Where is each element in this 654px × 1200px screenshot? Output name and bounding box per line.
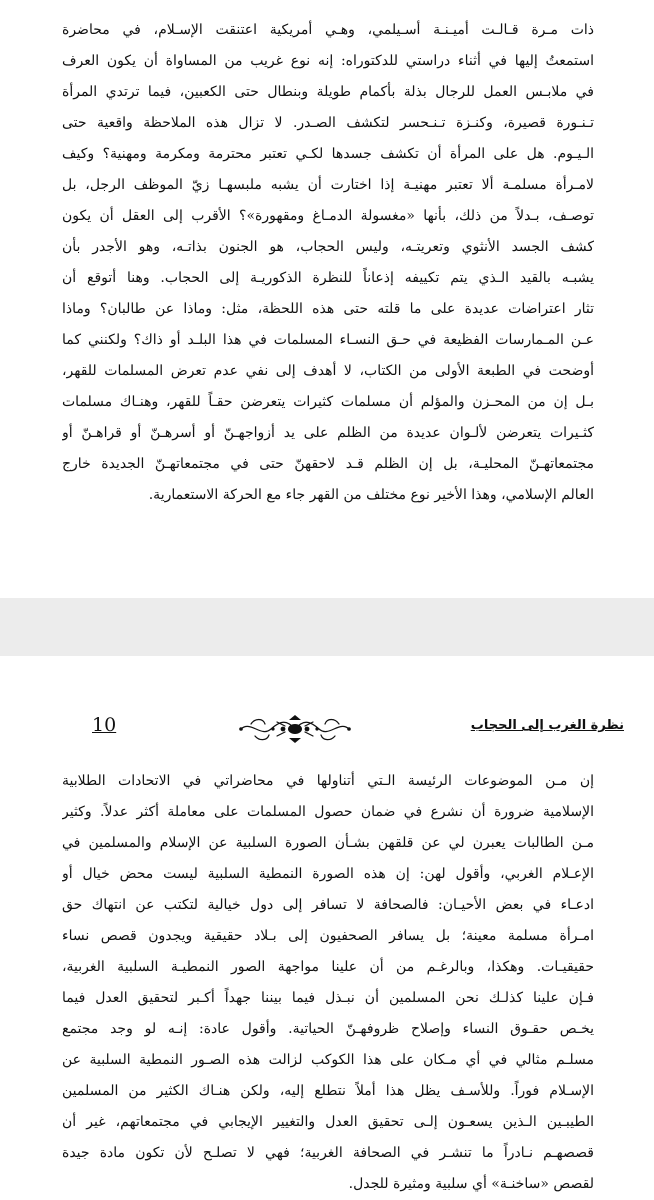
upper-line: لامـرأة مسلمـة ألا تعتبر مهنيـة إذا اختارت أن يشبه ملبسهـا زيّ الموظف الرجل، بل (62, 177, 594, 193)
lower-line: ادعـاء في بعض الأحيـان: فالصحافة لا تسافر إلى دول خيالية لتكتب عن انتهاك حق (62, 897, 594, 913)
upper-line: استمعتُ إليها في أثناء دراستي للدكتوراه: إنه نوع غريب من المساواة أن يكون العرف (62, 53, 594, 69)
running-header (92, 714, 624, 746)
upper-line: تثار اعتراضات عديدة على ما قلته حتى هذه اللحظة، مثل: وماذا عن طالبان؟ وماذا (62, 301, 594, 317)
upper-line: ذات مـرة قـالـت أميـنـة أسـيلمي، وهـي أمريكية اعتنقت الإسـلام، في محاضرة (62, 22, 594, 38)
lower-line: مـن الطالبات يعبرن لي عن قلقهن بشـأن الصورة السلبية عن الإسلام والمسلمين في (62, 835, 594, 851)
lower-line: قصصهـم نـادراً ما تنشـر في الصحافة الغربية؛ فهي لا تصلـح لأن تكون مادة جيدة (62, 1145, 594, 1161)
lower-line: فـإن علينا كذلـك نحن المسلمين أن نبـذل فيما بيننا جهداً أكـبر لتحقيق العدل فيما (62, 990, 594, 1006)
upper-line: في ملابـس العمل للرجال بذلة بأكمام طويلة وبنطال حتى الكعبين، فيما ترتدي المرأة (62, 84, 594, 100)
upper-page-body (62, 15, 594, 511)
upper-line-last: العالم الإسلامي، وهذا الأخير نوع مختلف من القهر جاء مع الحركة الاستعمارية. (148, 487, 594, 503)
lower-line-last: لقصص «ساخنـة» أي سلبية ومثيرة للجدل. (348, 1176, 594, 1192)
page-separator (0, 598, 654, 656)
lower-page (0, 656, 654, 1200)
lower-line: الإعـلام الغربي، وأقول لهن: إن هذه الصورة النمطية السلبية ليست محض خيال أو (62, 866, 594, 882)
lower-line: امـرأة مسلمة معينة؛ بل يسافر الصحفيون إلى بـلاد حقيقية ويجدون قصص نساء (62, 928, 594, 944)
upper-line: كشف الجسد الأنثوي وتعريتـه، وليس الحجاب، هو الجنون بذاتـه، وهو الأجدر بأن (62, 239, 594, 255)
upper-line: مجتمعاتهـنّ المحليـة، بل إن الظلم قـد لاحقهنّ حتى في مجتمعاتهـنّ الجديدة خارج (62, 456, 594, 472)
upper-line: يشبـه بالقيد الـذي يتم تكييفه إذعاناً للنظرة الذكوريـة إلى الحجاب. وهنا أتوقع أن (62, 270, 594, 286)
page-number: 10 (92, 714, 117, 736)
upper-line: بـل إن من المحـزن والمؤلم أن مسلمات كثيرات يتعرضن حقـاً للقهر، وهنـاك مسلمات (62, 394, 594, 410)
ornament-divider-icon (237, 714, 353, 744)
lower-line: حقيقيـات. وهكذا، وبالرغـم من أن علينا مواجهة الصور النمطيـة السلبية الغربية، (62, 959, 594, 975)
upper-line: تـنـورة قصيرة، وكنـزة تـنـحسر لتكشف الصـدر. لا تزال هذه الملاحظة واقعية حتى (62, 115, 594, 131)
book-title: نظرة الغرب إلى الحجاب (470, 718, 624, 733)
upper-page (0, 0, 654, 598)
upper-line: توصـف، بـدلاً من ذلك، بأنها «مغسولة الدمـاغ ومقهورة»؟ الأقرب إلى العقل أن يكون (62, 208, 594, 224)
upper-line: كثـيرات يتعرضن لألـوان عديدة من الظلم على يد أزواجهـنّ أو أسرهـنّ أو قراهـنّ أو (62, 425, 594, 441)
lower-line: إن مـن الموضوعات الرئيسة الـتي أتناولها في محاضراتي في الاتحادات الطلابية (62, 773, 594, 789)
lower-line: يخـص حقـوق النساء وإصلاح ظروفهـنّ الحياتية. وأقول عادة: إنـه لو وجد مجتمع (62, 1021, 594, 1037)
upper-line: الـيـوم. هل على المرأة أن تكشف جسدها لكـي تعتبر محترمة ومكرمة ومهنية؟ وكيف (62, 146, 594, 162)
lower-line: الطيبـين الـذين يسعـون إلـى تحقيق العدل والتغيير الإيجابي في مجتمعاتهم، غير أن (62, 1114, 594, 1130)
lower-page-body (62, 766, 594, 1200)
upper-line: عـن المـمارسات الفظيعة في حـق النسـاء المسلمات في هذا البلـد أو ذاك؟ ولكنني كما (62, 332, 594, 348)
lower-line: مسلـم مثالي في أي مـكان على هذا الكوكب لزالت هذه الصـور النمطية السلبية عن (62, 1052, 594, 1068)
lower-line: الإسـلام فوراً. وللأسـف يظل هذا أملاً نتطلع إليه، ولكن هنـاك الكثير من المسلمين (62, 1083, 594, 1099)
upper-line: أوضحت في الطبعة الأولى من الكتاب، لا أهدف إلى نفي عدم تعرض المسلمات للقهر، (62, 363, 594, 379)
lower-line: الإسلامية ضرورة أن نشرع في ضمان حصول المسلمات على معاملة أكثر عدلاً. وكثير (62, 804, 594, 820)
